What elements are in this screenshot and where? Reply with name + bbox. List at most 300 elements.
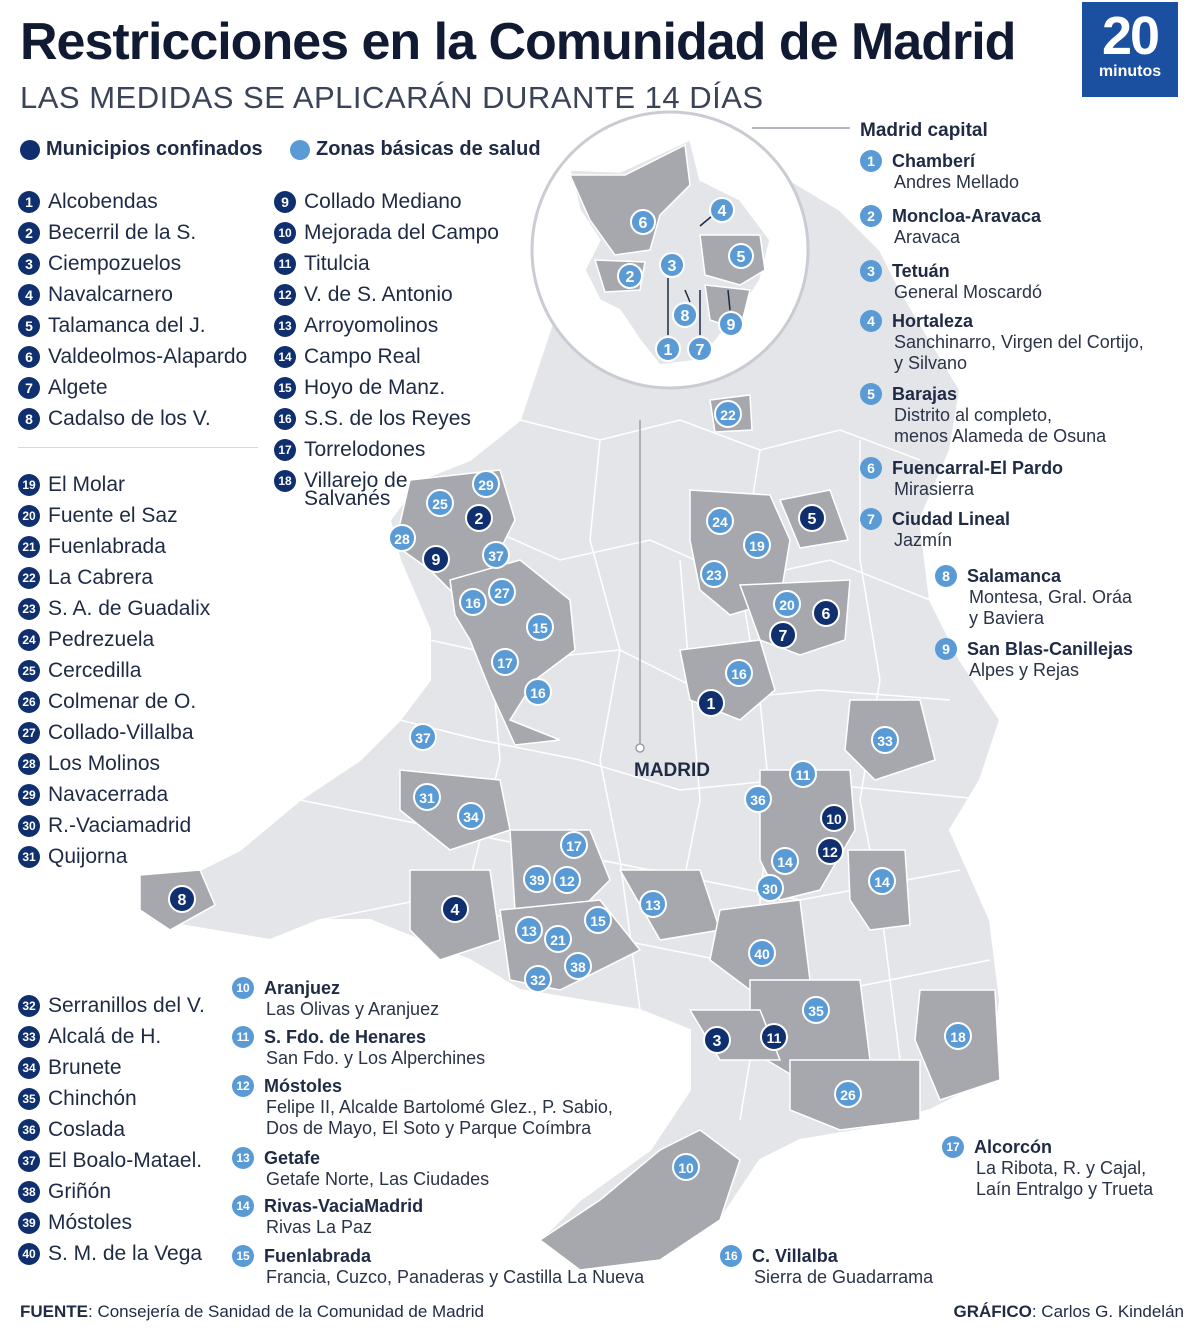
map-marker	[813, 600, 839, 626]
municipio-item	[274, 217, 499, 248]
number-badge: 1	[18, 191, 40, 213]
municipio-item	[274, 341, 499, 372]
zona-item	[935, 638, 1133, 681]
marker-label: 16	[465, 595, 481, 611]
zona-name: S. Fdo. de Henares	[264, 1026, 427, 1047]
number-badge: 24	[18, 629, 40, 651]
zona-name: Salamanca	[967, 565, 1062, 586]
marker-label: 2	[625, 269, 635, 286]
municipio-item	[274, 403, 499, 434]
map-marker	[749, 940, 775, 966]
marker-label: 30	[762, 881, 778, 897]
municipio-name: Coslada	[48, 1117, 126, 1141]
logo-number: 20	[1101, 6, 1159, 66]
marker-label: 5	[736, 249, 746, 266]
page-subtitle: LAS MEDIDAS SE APLICARÁN DURANTE 14 DÍAS	[20, 80, 764, 115]
number-badge: 6	[18, 346, 40, 368]
zona-item	[860, 260, 1042, 303]
light-dot-icon	[290, 140, 310, 160]
municipio-name: V. de S. Antonio	[304, 282, 453, 306]
municipio-name: Navalcarnero	[48, 282, 173, 306]
number-badge: 16	[274, 408, 296, 430]
municipios-list-4	[18, 990, 205, 1269]
map-marker	[525, 966, 551, 992]
zona-detail: Rivas La Paz	[266, 1217, 373, 1237]
map-marker	[869, 868, 895, 894]
municipio-item	[18, 1145, 205, 1176]
municipio-name: Alcobendas	[48, 189, 158, 213]
logo-text: minutos	[1098, 63, 1162, 80]
map-marker	[414, 784, 440, 810]
zona-name: Moncloa-Aravaca	[892, 205, 1042, 226]
municipio-name: Navacerrada	[48, 782, 169, 806]
map-marker	[770, 622, 796, 648]
zona-name: Chamberí	[892, 150, 976, 171]
map-marker	[688, 337, 712, 361]
source-note	[20, 1302, 484, 1322]
zona-head	[232, 1245, 644, 1267]
municipio-item	[274, 372, 499, 403]
marker-label: 1	[663, 342, 673, 359]
zona-name: Hortaleza	[892, 310, 974, 331]
municipio-name: S. A. de Guadalix	[48, 596, 211, 620]
marker-label: 2	[474, 511, 484, 528]
municipio-item	[18, 748, 210, 779]
marker-label: 8	[680, 308, 690, 325]
marker-label: 13	[521, 923, 537, 939]
number-badge: 17	[274, 439, 296, 461]
number-badge: 10	[232, 977, 254, 999]
zona-item	[232, 1075, 613, 1139]
municipio-name: Alcalá de H.	[48, 1024, 162, 1048]
municipio-name: Salvanés	[304, 487, 391, 510]
zona-head	[935, 638, 1133, 660]
marker-label: 23	[706, 567, 722, 583]
municipios-list-1	[18, 186, 247, 434]
map-marker	[715, 401, 741, 427]
municipio-name: Campo Real	[304, 344, 421, 368]
zona-item	[860, 383, 1106, 447]
madrid-label: MADRID	[634, 760, 710, 781]
municipio-name: Brunete	[48, 1055, 122, 1079]
zona-detail: Alpes y Rejas	[969, 660, 1080, 680]
number-badge: 2	[18, 222, 40, 244]
map-marker	[545, 926, 571, 952]
zona-head	[720, 1245, 933, 1267]
marker-label: 25	[432, 496, 448, 512]
municipio-item	[18, 500, 210, 531]
number-badge: 4	[860, 310, 882, 332]
municipio-item	[18, 531, 210, 562]
number-badge: 28	[18, 753, 40, 775]
municipio-item	[18, 1052, 205, 1083]
marker-label: 29	[478, 477, 494, 493]
map-marker	[585, 907, 611, 933]
map-marker	[524, 866, 550, 892]
map-marker	[704, 1027, 730, 1053]
marker-label: 5	[807, 511, 817, 528]
zona-head	[232, 1195, 423, 1217]
municipio-item	[18, 779, 210, 810]
marker-label: 14	[874, 874, 890, 890]
number-badge: 3	[18, 253, 40, 275]
zona-item	[232, 1147, 489, 1190]
marker-label: 6	[821, 606, 831, 623]
zona-head	[232, 1147, 489, 1169]
zona-detail: Felipe II, Alcalde Bartolomé Glez., P. Sabio,	[266, 1097, 613, 1117]
zona-detail: Sierra de Guadarrama	[754, 1267, 934, 1287]
map-marker	[554, 867, 580, 893]
number-badge: 18	[274, 470, 296, 492]
zona-item	[860, 310, 1144, 374]
number-badge: 15	[274, 377, 296, 399]
number-badge: 35	[18, 1088, 40, 1110]
marker-label: 11	[766, 1030, 782, 1046]
map-marker	[656, 337, 680, 361]
zona-detail: Sanchinarro, Virgen del Cortijo,	[894, 332, 1144, 352]
municipio-item	[18, 990, 205, 1021]
municipio-item	[18, 186, 247, 217]
map-marker	[389, 525, 415, 551]
map-marker	[719, 312, 743, 336]
municipio-name: Móstoles	[48, 1210, 133, 1234]
madrid-point	[636, 744, 644, 752]
zona-head	[232, 977, 439, 999]
zona-name: Aranjuez	[264, 977, 341, 998]
zona-item	[935, 565, 1132, 629]
map-marker	[817, 838, 843, 864]
zona-name: San Blas-Canillejas	[967, 638, 1134, 659]
number-badge: 17	[942, 1136, 964, 1158]
number-badge: 16	[720, 1245, 742, 1267]
map-marker	[460, 589, 486, 615]
source-text: : Consejería de Sanidad de la Comunidad de Madrid	[88, 1302, 484, 1321]
zona-head	[935, 565, 1132, 587]
page-title: Restricciones en la Comunidad de Madrid	[20, 13, 1016, 71]
number-badge: 23	[18, 598, 40, 620]
municipio-item	[18, 403, 247, 434]
map-marker	[640, 891, 666, 917]
number-badge: 30	[18, 815, 40, 837]
marker-label: 17	[497, 655, 513, 671]
municipio-name: Serranillos del V.	[48, 993, 205, 1017]
municipios-list-2	[274, 186, 499, 510]
zona-detail: y Silvano	[894, 353, 968, 373]
credit-text: : Carlos G. Kindelán	[1031, 1302, 1184, 1321]
map-marker	[790, 761, 816, 787]
municipio-item	[274, 248, 499, 279]
credit-note	[953, 1302, 1184, 1322]
marker-label: 16	[731, 666, 747, 682]
map-marker	[821, 805, 847, 831]
municipio-item	[274, 186, 499, 217]
zona-detail: Andres Mellado	[894, 172, 1020, 192]
marker-label: 7	[778, 628, 788, 645]
marker-label: 15	[590, 913, 606, 929]
zona-detail: La Ribota, R. y Cajal,	[976, 1158, 1147, 1178]
map-marker	[803, 997, 829, 1023]
number-badge: 12	[232, 1075, 254, 1097]
number-badge: 14	[274, 346, 296, 368]
number-badge: 1	[860, 150, 882, 172]
municipio-name: Griñón	[48, 1179, 112, 1203]
number-badge: 21	[18, 536, 40, 558]
marker-label: 21	[550, 932, 566, 948]
map-marker	[799, 505, 825, 531]
marker-label: 31	[419, 790, 435, 806]
number-badge: 7	[18, 377, 40, 399]
number-badge: 5	[18, 315, 40, 337]
map-marker	[483, 542, 509, 568]
map-marker	[757, 875, 783, 901]
zona-item	[232, 1195, 423, 1238]
municipio-item	[18, 810, 210, 841]
municipio-item	[18, 841, 210, 872]
legend-zonas-label: Zonas básicas de salud	[316, 138, 541, 160]
municipios-list-3	[18, 469, 210, 872]
marker-label: 8	[177, 892, 187, 909]
municipio-name: Collado Mediano	[304, 189, 462, 213]
municipio-name: Pedrezuela	[48, 627, 155, 651]
municipio-name: Cercedilla	[48, 658, 142, 682]
map-marker	[489, 579, 515, 605]
map-marker	[698, 690, 724, 716]
municipio-name: Los Molinos	[48, 751, 161, 775]
municipio-name: Collado-Villalba	[48, 720, 194, 744]
zona-detail: Mirasierra	[894, 479, 975, 499]
number-badge: 27	[18, 722, 40, 744]
number-badge: 13	[232, 1147, 254, 1169]
zona-name: Rivas-VaciaMadrid	[264, 1195, 424, 1216]
municipio-name: Villarejo de	[304, 468, 408, 492]
list-divider	[18, 447, 258, 448]
zona-name: Móstoles	[264, 1075, 343, 1096]
marker-label: 6	[638, 215, 648, 232]
map-marker	[710, 198, 734, 222]
legend-zonas	[290, 138, 541, 161]
number-badge: 10	[274, 222, 296, 244]
marker-label: 10	[678, 1160, 694, 1176]
municipio-name: Mejorada del Campo	[304, 220, 499, 244]
marker-label: 27	[494, 585, 510, 601]
zona-detail: Jazmín	[894, 530, 953, 550]
map-marker	[423, 546, 449, 572]
marker-label: 38	[570, 959, 586, 975]
marker-label: 10	[826, 811, 842, 827]
municipio-name: El Boalo-Matael.	[48, 1148, 203, 1172]
marker-label: 15	[532, 620, 548, 636]
zona-detail: Getafe Norte, Las Ciudades	[266, 1169, 490, 1189]
municipio-item	[18, 1083, 205, 1114]
map-marker	[458, 803, 484, 829]
legend-confinados	[20, 138, 263, 161]
source-label: FUENTE	[20, 1302, 88, 1321]
marker-label: 12	[822, 844, 838, 860]
map-marker	[745, 786, 771, 812]
zona-head	[860, 310, 1144, 332]
map-marker	[872, 727, 898, 753]
zona-head	[860, 508, 1010, 530]
number-badge: 31	[18, 846, 40, 868]
marker-label: 26	[840, 1087, 856, 1103]
zona-head	[860, 260, 1042, 282]
zona-detail: General Moscardó	[894, 282, 1043, 302]
map-marker	[701, 561, 727, 587]
municipio-name: Torrelodones	[304, 437, 426, 461]
zona-head	[860, 457, 1063, 479]
map-marker	[527, 614, 553, 640]
marker-label: 39	[529, 872, 545, 888]
map-marker	[673, 303, 697, 327]
municipio-item	[18, 372, 247, 403]
number-badge: 14	[232, 1195, 254, 1217]
municipio-name: Chinchón	[48, 1086, 137, 1110]
map-marker	[744, 532, 770, 558]
municipio-item	[18, 341, 247, 372]
madrid-capital-title: Madrid capital	[860, 120, 988, 141]
number-badge: 15	[232, 1245, 254, 1267]
municipio-item	[18, 1238, 205, 1269]
municipio-name: Fuente el Saz	[48, 503, 178, 527]
municipio-item	[18, 1114, 205, 1145]
zona-detail: menos Alameda de Osuna	[894, 426, 1107, 446]
map-marker	[673, 1154, 699, 1180]
number-badge: 19	[18, 474, 40, 496]
zona-item	[860, 457, 1063, 500]
municipio-item	[274, 310, 499, 341]
number-badge: 26	[18, 691, 40, 713]
dark-dot-icon	[20, 140, 40, 160]
municipio-name: Talamanca del J.	[48, 313, 206, 337]
municipio-name: Quijorna	[48, 844, 128, 868]
number-badge: 9	[274, 191, 296, 213]
zona-detail: Laín Entralgo y Trueta	[976, 1179, 1154, 1199]
municipio-item	[274, 434, 499, 465]
zona-detail: Dos de Mayo, El Soto y Parque Coímbra	[266, 1118, 592, 1138]
map-marker	[442, 896, 468, 922]
marker-label: 34	[463, 809, 479, 825]
marker-label: 37	[488, 548, 504, 564]
map-marker	[945, 1023, 971, 1049]
zona-detail: Montesa, Gral. Oráa	[969, 587, 1133, 607]
map-marker	[707, 508, 733, 534]
zona-head	[232, 1075, 613, 1097]
marker-label: 32	[530, 972, 546, 988]
number-badge: 6	[860, 457, 882, 479]
zona-item	[860, 205, 1041, 248]
zona-detail: Las Olivas y Aranjuez	[266, 999, 440, 1019]
municipio-name: La Cabrera	[48, 565, 154, 589]
municipio-item	[18, 593, 210, 624]
map-marker	[835, 1081, 861, 1107]
marker-label: 4	[717, 203, 727, 220]
number-badge: 25	[18, 660, 40, 682]
map-marker	[772, 848, 798, 874]
zona-name: C. Villalba	[752, 1245, 838, 1266]
number-badge: 37	[18, 1150, 40, 1172]
zona-item	[942, 1136, 1153, 1200]
marker-label: 36	[750, 792, 766, 808]
marker-label: 40	[754, 946, 770, 962]
zona-detail: Francia, Cuzco, Panaderas y Castilla La Nueva	[266, 1267, 645, 1287]
number-badge: 38	[18, 1181, 40, 1203]
number-badge: 5	[860, 383, 882, 405]
municipio-item	[18, 279, 247, 310]
zona-detail: Distrito al completo,	[894, 405, 1053, 425]
map-marker	[516, 917, 542, 943]
brand-logo	[1082, 2, 1178, 97]
zona-item	[232, 1026, 485, 1069]
municipio-item	[18, 562, 210, 593]
zona-item	[232, 977, 439, 1020]
marker-label: 28	[394, 531, 410, 547]
municipio-name: El Molar	[48, 472, 126, 496]
number-badge: 36	[18, 1119, 40, 1141]
number-badge: 13	[274, 315, 296, 337]
number-badge: 12	[274, 284, 296, 306]
marker-label: 1	[706, 696, 716, 713]
map-marker	[726, 660, 752, 686]
number-badge: 34	[18, 1057, 40, 1079]
zona-name: Fuencarral-El Pardo	[892, 457, 1064, 478]
municipio-name: S.S. de los Reyes	[304, 406, 471, 430]
zona-head	[860, 383, 1106, 405]
number-badge: 29	[18, 784, 40, 806]
municipio-item	[274, 488, 499, 510]
zona-head	[860, 150, 1019, 172]
municipio-name: Fuenlabrada	[48, 534, 166, 558]
municipio-name: Titulcia	[304, 251, 370, 275]
municipio-item	[18, 624, 210, 655]
map-marker	[565, 953, 591, 979]
map-marker	[525, 679, 551, 705]
marker-label: 19	[749, 538, 765, 554]
zona-head	[860, 205, 1041, 227]
municipio-item	[274, 279, 499, 310]
municipio-name: Arroyomolinos	[304, 313, 439, 337]
municipio-item	[18, 248, 247, 279]
map-marker	[729, 244, 753, 268]
number-badge: 3	[860, 260, 882, 282]
zona-item	[860, 508, 1010, 551]
marker-label: 24	[712, 514, 728, 530]
legend-confinados-label: Municipios confinados	[46, 138, 263, 160]
municipio-item	[18, 717, 210, 748]
marker-label: 35	[808, 1003, 824, 1019]
municipio-item	[18, 310, 247, 341]
municipio-name: Cadalso de los V.	[48, 406, 211, 430]
number-badge: 11	[232, 1026, 254, 1048]
marker-label: 3	[667, 258, 677, 275]
marker-label: 7	[695, 342, 705, 359]
marker-label: 9	[726, 317, 736, 334]
map-marker	[631, 210, 655, 234]
number-badge: 39	[18, 1212, 40, 1234]
number-badge: 2	[860, 205, 882, 227]
zona-name: Getafe	[264, 1147, 321, 1168]
number-badge: 9	[935, 638, 957, 660]
zona-item	[860, 150, 1019, 193]
marker-label: 9	[431, 552, 441, 569]
map-marker	[169, 886, 195, 912]
number-badge: 33	[18, 1026, 40, 1048]
number-badge: 22	[18, 567, 40, 589]
map-marker	[492, 649, 518, 675]
municipio-item	[18, 655, 210, 686]
municipio-item	[18, 469, 210, 500]
zona-name: Alcorcón	[974, 1136, 1053, 1157]
zona-head	[232, 1026, 485, 1048]
